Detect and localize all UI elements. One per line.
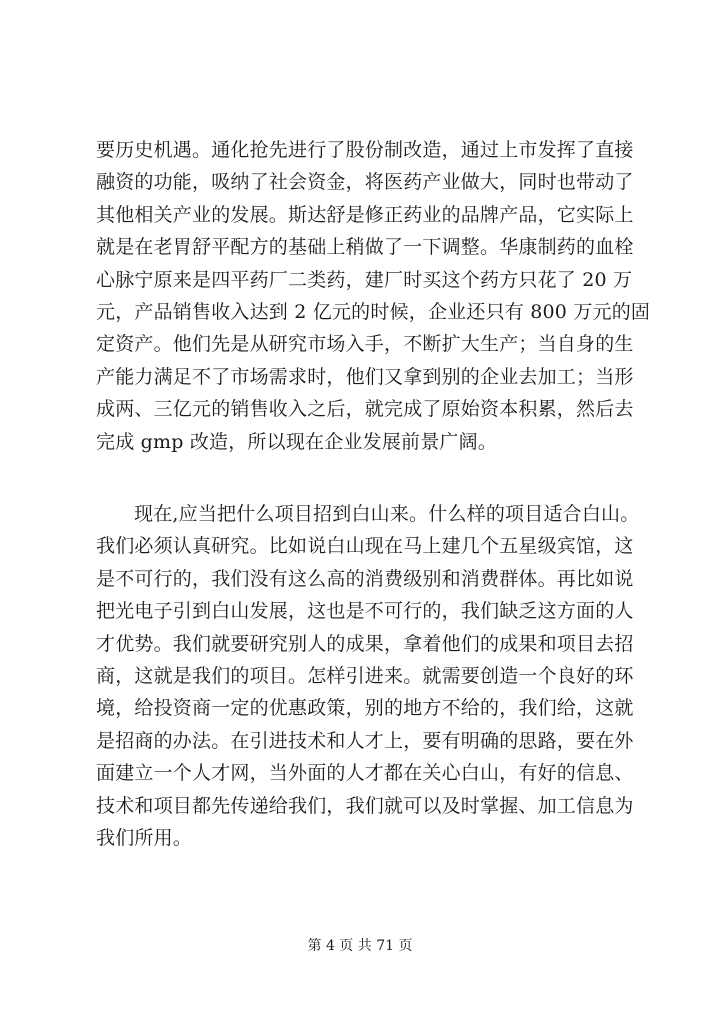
paragraph-line: 技术和项目都先传递给我们，我们就可以及时掌握、加工信息为 [96,794,634,817]
paragraph-line: 商，这就是我们的项目。怎样引进来。就需要创造一个良好的环 [96,664,634,687]
paragraph-line: 就是在老胃舒平配方的基础上稍做了一下调整。华康制药的血栓 [96,236,634,259]
paragraph-line: 融资的功能，吸纳了社会资金，将医药产业做大，同时也带动了 [96,171,634,194]
paragraph-1 [96,134,656,458]
paragraph-line: 定资产。他们先是从研究市场入手，不断扩大生产；当自身的生 [96,333,634,356]
page-footer: 第 4 页 共 71 页 [307,938,413,954]
paragraph-line: 要历史机遇。通化抢先进行了股份制改造，通过上市发挥了直接 [96,139,634,161]
paragraph-line: 完成 gmp 改造，所以现在企业发展前景广阔。 [96,430,498,453]
paragraph-line: 是招商的办法。在引进技术和人才上，要有明确的思路，要在外 [96,729,634,752]
paragraph-line: 成两、三亿元的销售收入之后，就完成了原始资本积累，然后去 [96,398,634,421]
paragraph-line: 我们必须认真研究。比如说白山现在马上建几个五星级宾馆，这 [96,535,634,558]
paragraph-line: 元，产品销售收入达到 2 亿元的时候，企业还只有 800 万元的固 [96,300,651,323]
paragraph-line: 才优势。我们就要研究别人的成果，拿着他们的成果和项目去招 [96,632,634,655]
paragraph-line: 面建立一个人才网，当外面的人才都在关心白山，有好的信息、 [96,762,634,785]
paragraph-line: 现在,应当把什么项目招到白山来。什么样的项目适合白山。 [134,503,640,525]
paragraph-line: 是不可行的，我们没有这么高的消费级别和消费群体。再比如说 [96,567,634,590]
paragraph-2 [96,498,656,854]
paragraph-line: 我们所用。 [96,826,193,849]
paragraph-line: 心脉宁原来是四平药厂二类药，建厂时买这个药方只花了 20 万 [96,268,633,291]
paragraph-line: 把光电子引到白山发展，这也是不可行的，我们缺乏这方面的人 [96,600,634,623]
paragraph-line: 其他相关产业的发展。斯达舒是修正药业的品牌产品，它实际上 [96,203,634,226]
paragraph-line: 产能力满足不了市场需求时，他们又拿到别的企业去加工；当形 [96,365,634,388]
paragraph-line: 境，给投资商一定的优惠政策，别的地方不给的，我们给，这就 [96,697,634,720]
